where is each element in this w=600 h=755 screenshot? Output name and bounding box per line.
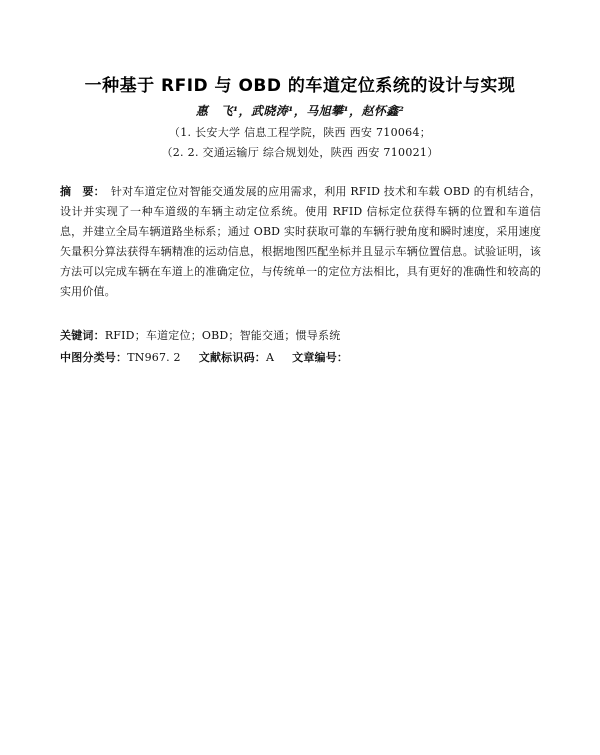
affiliation-1: （1. 长安大学 信息工程学院，陕西 西安 710064； — [168, 126, 432, 139]
keywords — [60, 327, 541, 343]
article-number-label: 文章编号： — [292, 351, 349, 364]
abstract-label: 摘 要： — [60, 185, 105, 198]
author-list: 惠 飞¹，武晓涛¹，马旭攀¹，赵怀鑫² — [195, 104, 405, 118]
affiliation-2: （2. 2. 交通运输厅 综合规划处，陕西 西安 710021） — [161, 146, 439, 159]
clc-value: TN967. 2 — [127, 351, 181, 364]
keywords-label: 关键词： — [60, 329, 105, 342]
abstract — [60, 182, 541, 302]
keywords-text: RFID；车道定位；OBD；智能交通；惯导系统 — [104, 329, 341, 342]
classification-line — [60, 349, 541, 365]
paper-title: 一种基于 RFID 与 OBD 的车道定位系统的设计与实现 — [84, 76, 516, 96]
doc-code-label: 文献标识码： — [198, 351, 266, 364]
abstract-text: 针对车道定位对智能交通发展的应用需求，利用 RFID 技术和车载 OBD 的有机结合，设计并实现了一种车道级的车辆主动定位系统。使用 RFID 信标定位获得车辆的位置和车道信息，并建立全局车辆道路坐标系；通过 OBD 实时获取可靠的车辆行驶角度和瞬时速度，采用速度矢量积分算法获得车辆精准的运动信息，根据地图匹配坐标并且显示车辆位置信息。试验证明，该方法可以完成车辆在车道上的准确定位，与传统单一的定位方法相比，具有更好的准确性和较高的实用价值。 — [60, 185, 541, 298]
clc-label: 中图分类号： — [60, 351, 128, 364]
doc-code-value: A — [265, 351, 275, 364]
